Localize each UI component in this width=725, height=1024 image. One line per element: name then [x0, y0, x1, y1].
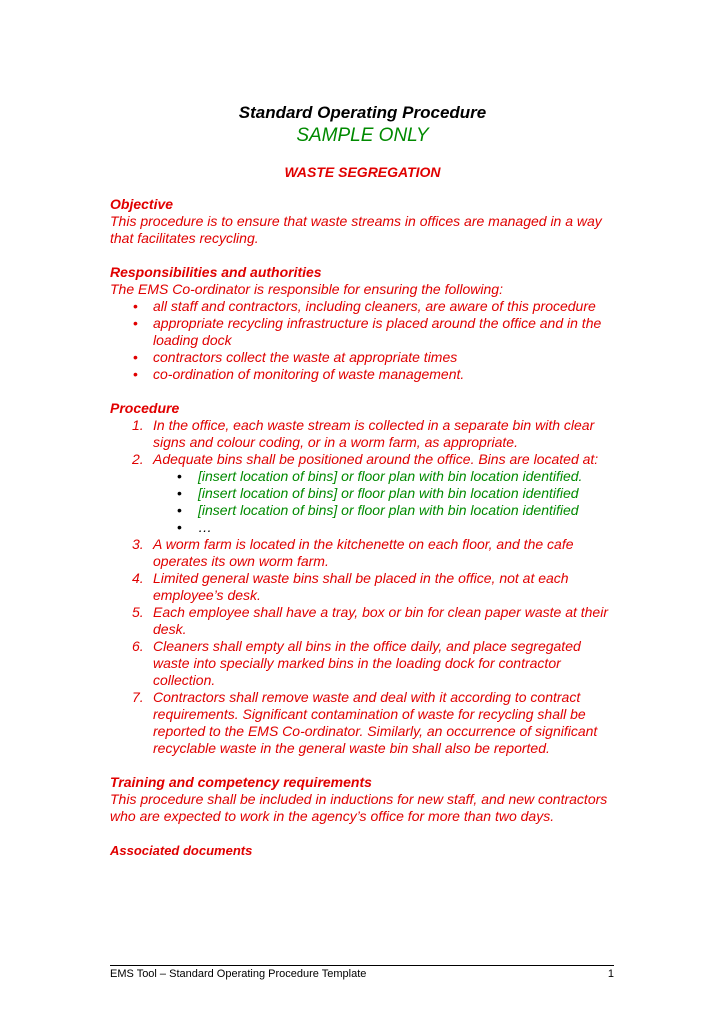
page-number: 1 — [607, 968, 614, 980]
procedure-step: 2. Adequate bins shall be positioned around the office. Bins are located at: • [insert location of bins] or floor plan with bin location identified. • [insert location of bins] or floor plan with bin location identified • [insert location of bins] or floor plan with bin location identified • … — [110, 451, 620, 536]
objective-text: This procedure is to ensure that waste streams in offices are managed in a way that facilitates recycling. — [110, 213, 602, 246]
bullet-icon: • — [177, 485, 182, 501]
training-text: This procedure shall be included in inductions for new staff, and new contractors who are expected to work in the agency’s office for more than two days. — [110, 791, 608, 824]
training-heading: Training and competency requirements — [110, 774, 372, 790]
list-item: • co-ordination of monitoring of waste management. — [133, 366, 465, 382]
bin-location-item: • [insert location of bins] or floor plan with bin location identified — [177, 502, 579, 518]
procedure-step: 3. A worm farm is located in the kitchenette on each floor, and the cafe operates its own worm farm. — [132, 536, 574, 569]
responsibilities-intro: The EMS Co-ordinator is responsible for ensuring the following: — [110, 281, 503, 297]
bullet-icon: • — [133, 298, 138, 314]
bin-locations-list — [110, 468, 620, 536]
procedure-step: 6. Cleaners shall empty all bins in the office daily, and place segregated waste into specially marked bins in the loading dock for contractor collection. — [132, 638, 581, 688]
procedure-step: 7. Contractors shall remove waste and deal with it according to contract requirements. Significant contamination of waste for recycling shall be reported to the EMS Co-ordinator. Similarly, an occurrence of significant recyclable waste in the general waste bin shall also be reported. — [132, 689, 598, 756]
procedure-heading: Procedure — [110, 400, 180, 416]
bullet-icon: • — [177, 468, 182, 484]
bullet-icon: • — [177, 519, 182, 535]
document-body — [110, 196, 620, 859]
procedure-steps — [110, 417, 620, 757]
bin-location-item: • … — [177, 519, 212, 535]
procedure-step: 4. Limited general waste bins shall be placed in the office, not at each employee’s desk. — [132, 570, 569, 603]
associated-documents-heading: Associated documents — [110, 843, 253, 858]
list-item: • contractors collect the waste at appropriate times — [133, 349, 458, 365]
list-item: • all staff and contractors, including cleaners, are aware of this procedure — [133, 298, 596, 314]
document-title: Standard Operating Procedure — [238, 103, 487, 122]
document-subtitle: WASTE SEGREGATION — [284, 164, 441, 180]
sample-label: SAMPLE ONLY — [296, 125, 429, 146]
footer-divider — [110, 965, 614, 966]
bullet-icon: • — [133, 315, 138, 331]
procedure-step: 5. Each employee shall have a tray, box or bin for clean paper waste at their desk. — [132, 604, 608, 637]
bin-location-item: • [insert location of bins] or floor plan with bin location identified — [177, 485, 579, 501]
bullet-icon: • — [177, 502, 182, 518]
footer-text: EMS Tool – Standard Operating Procedure Template — [110, 968, 367, 980]
list-item: • appropriate recycling infrastructure is placed around the office and in the loading dock — [133, 315, 602, 348]
objective-heading: Objective — [110, 196, 174, 212]
responsibilities-heading: Responsibilities and authorities — [110, 264, 322, 280]
procedure-step: 1. In the office, each waste stream is collected in a separate bin with clear signs and colour coding, or in a worm farm, as appropriate. — [132, 417, 595, 450]
bullet-icon: • — [133, 349, 138, 365]
responsibilities-list — [110, 298, 620, 383]
bin-location-item: • [insert location of bins] or floor plan with bin location identified. — [177, 468, 583, 484]
bullet-icon: • — [133, 366, 138, 382]
